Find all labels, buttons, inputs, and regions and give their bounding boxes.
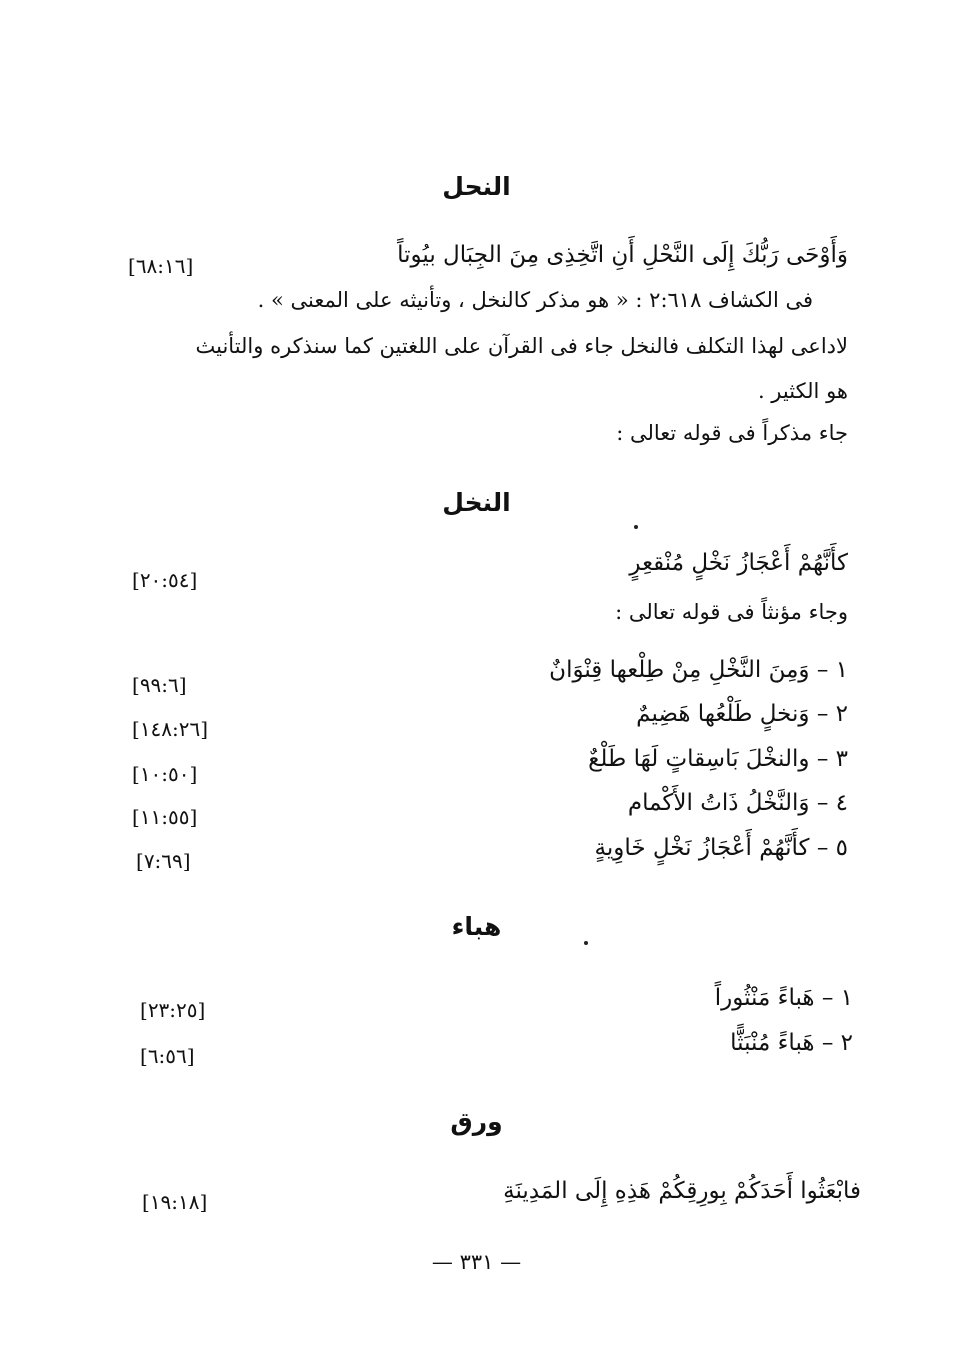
verse-item: ٥ – كأَنَّهُمْ أَعْجَازُ نَخْلٍ خَاوِيةٍ — [594, 835, 848, 861]
verse-item: ١ – هَباءً مَنْثُوراً — [714, 985, 853, 1011]
verse-ref-nakhl-masculine: [٢٠:٥٤] — [132, 568, 198, 592]
note-kashshaf: فى الكشاف ٢:٦١٨ : « هو مذكر كالنخل ، وتأنيثه على المعنى » . — [257, 288, 813, 312]
note-comment-end: هو الكثير . — [757, 379, 848, 403]
verse-item-ref: [٢٣:٢٥] — [140, 998, 206, 1022]
verse-item: ٢ – هَباءً مُنْبَثًّا — [730, 1030, 853, 1056]
note-comment: لاداعى لهذا التكلف فالنخل جاء فى القرآن على اللغتين كما سنذكره والتأنيث — [195, 334, 848, 358]
verse-ref-waraq: [١٩:١٨] — [142, 1190, 208, 1214]
verse-item: ٤ – وَالنَّخْلُ ذَاتُ الأَكْمام — [627, 790, 848, 816]
verse-item: ٣ – والنخْلَ بَاسِقاتٍ لَهَا طَلْعٌ — [588, 746, 848, 772]
ink-speck — [634, 525, 638, 529]
verse-item-ref: [٧:٦٩] — [136, 849, 191, 873]
section-heading-waraq: ورق — [450, 1107, 503, 1136]
section-heading-nahl: النحل — [442, 172, 511, 201]
verse-item-ref: [٦:٥٦] — [140, 1044, 195, 1068]
note-masculine-intro: جاء مذكراً فى قوله تعالى : — [616, 421, 848, 445]
page-number: — ٣٣١ — — [431, 1250, 522, 1274]
section-heading-nakhl: النخل — [442, 488, 511, 517]
verse-nahl: وَأَوْحَى رَبُّكَ إِلَى النَّحْلِ أَنِ اتَّخِذِى مِنَ الجِبَال بيُوتاً — [397, 242, 848, 268]
verse-nakhl-masculine: كأَنَّهُمْ أَعْجَازُ نَخْلٍ مُنْقعِرٍ — [629, 550, 848, 576]
verse-item: ١ – وَمِنَ النَّخْلِ مِنْ طِلْعها قِنْوَانٌ — [549, 657, 848, 683]
verse-item-ref: [١١:٥٥] — [132, 805, 198, 829]
verse-item: ٢ – وَنخلٍ طَلْعُها هَضِيمٌ — [636, 701, 848, 727]
verse-waraq: فابْعَثُوا أَحَدَكُمْ بِورِقِكُمْ هَذِهِ إِلَى المَدِينَةِ — [503, 1178, 861, 1204]
section-heading-haba: هباء — [451, 912, 502, 941]
verse-ref-nahl: [٦٨:١٦] — [128, 254, 194, 278]
verse-item-ref: [١٤٨:٢٦] — [132, 717, 209, 741]
verse-item-ref: [١٠:٥٠] — [132, 762, 198, 786]
verse-item-ref: [٩٩:٦] — [132, 673, 187, 697]
note-feminine-intro: وجاء مؤنثاً فى قوله تعالى : — [615, 600, 848, 624]
ink-speck — [584, 941, 588, 945]
